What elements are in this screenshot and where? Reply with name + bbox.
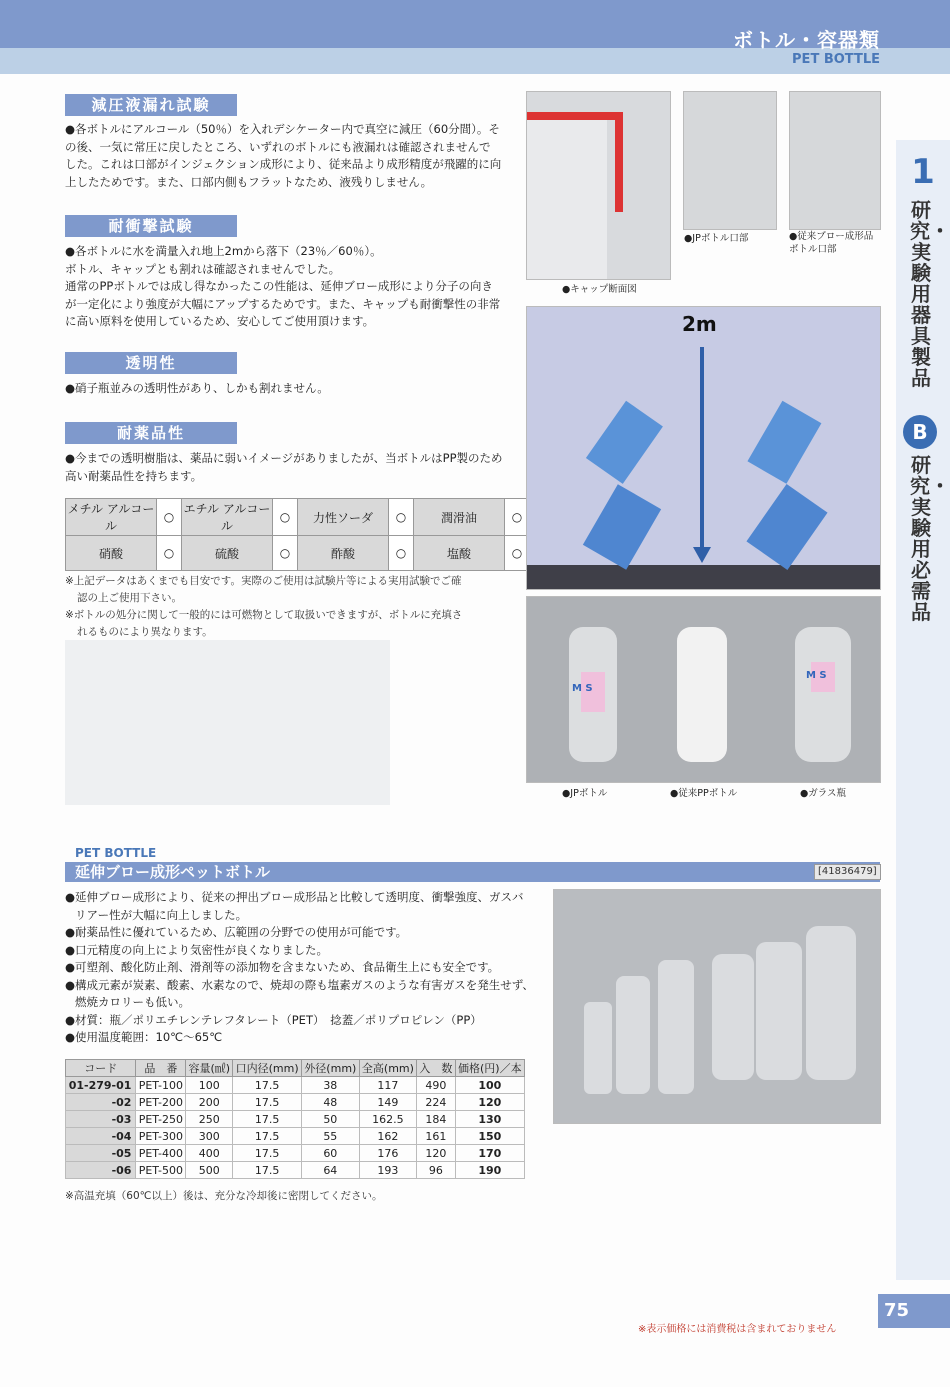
- page-number: 75: [878, 1294, 950, 1328]
- height-cell: 193: [359, 1162, 417, 1179]
- text-line: が一定化により強度が大幅にアップするためです。また、キャップも耐衝撃性の非常: [65, 296, 501, 311]
- column-header: 価格(円)／本: [455, 1060, 524, 1077]
- mouth-diameter-cell: 17.5: [233, 1077, 302, 1094]
- quantity-cell: 224: [417, 1094, 455, 1111]
- price-cell: 150: [455, 1128, 524, 1145]
- table-row: [66, 1077, 525, 1094]
- chemical-label: 力性ソーダ: [298, 499, 389, 536]
- side-tab-category: 研究・実験用器具製品: [910, 198, 950, 390]
- caption-pp-bottle: ●従来PPボトル: [670, 788, 738, 799]
- caption-glass-bottle: ●ガラス瓶: [800, 788, 847, 799]
- section-text-impact-test: [65, 243, 515, 331]
- resistance-mark: ○: [157, 536, 182, 571]
- note-line: ※ボトルの処分に関して一般的には可燃物として取扱いできますが、ボトルに充填さ: [65, 609, 463, 621]
- caption-old-mouth: ●従来ブロー成形品ボトル口部: [789, 231, 874, 255]
- height-cell: 162.5: [359, 1111, 417, 1128]
- resistance-mark: ○: [157, 499, 182, 536]
- resistance-mark: ○: [389, 536, 414, 571]
- background-photo: [65, 640, 390, 805]
- part-number-cell: PET-200: [136, 1094, 186, 1111]
- section-text-chemical-resistance: [65, 450, 515, 485]
- mouth-diameter-cell: 17.5: [233, 1111, 302, 1128]
- column-header: 口内径(mm): [233, 1060, 302, 1077]
- text-line: 高い耐薬品性を持ちます。: [65, 468, 203, 483]
- text-line: 上したためです。また、口部内側もフラットなため、液残りしません。: [65, 174, 433, 189]
- feature-line: 燃焼カロリーも低い。: [75, 995, 190, 1009]
- table-row: [66, 1162, 525, 1179]
- product-title: 延伸ブロー成形ペットボトル: [75, 863, 271, 881]
- part-number-cell: PET-500: [136, 1162, 186, 1179]
- capacity-cell: 200: [186, 1094, 233, 1111]
- part-number-cell: PET-100: [136, 1077, 186, 1094]
- column-header: 品 番: [136, 1060, 186, 1077]
- price-cell: 100: [455, 1077, 524, 1094]
- quantity-cell: 184: [417, 1111, 455, 1128]
- code-cell: -03: [66, 1111, 136, 1128]
- feature-line: ●口元精度の向上により気密性が良くなりました。: [65, 942, 329, 957]
- outer-diameter-cell: 48: [302, 1094, 360, 1111]
- usage-notes: [65, 573, 515, 641]
- chemical-label: 酢酸: [298, 536, 389, 571]
- drop-height-label: 2m: [682, 312, 717, 336]
- section-title-chemical-resistance: 耐薬品性: [65, 422, 237, 444]
- product-features: [65, 889, 545, 1047]
- feature-line: ●材質：瓶／ポリエチレンテレフタレート（PET） 捻蓋／ポリプロピレン（PP）: [65, 1012, 482, 1027]
- note-line: ※上記データはあくまでも目安です。実際のご使用は試験片等による実用試験でご確: [65, 575, 462, 587]
- note-line: れるものにより異なります。: [77, 626, 213, 638]
- text-line: の後、一気に常圧に戻したところ、いずれのボトルにも液漏れは確認されませんで: [65, 139, 491, 154]
- product-spec-table: [65, 1059, 525, 1179]
- feature-line: ●耐薬品性に優れているため、広範囲の分野での使用が可能です。: [65, 925, 408, 939]
- caption-cap: ●キャップ断面図: [562, 284, 637, 295]
- chemical-label: エチル アルコール: [182, 499, 273, 536]
- glass-bottle-label-logo: M S: [806, 670, 827, 681]
- section-title-pressure-test: 減圧液漏れ試験: [65, 94, 237, 116]
- drop-test-illustration: [527, 307, 880, 589]
- feature-line: ●可塑剤、酸化防止剤、滑剤等の添加物を含まないため、食品衛生上にも安全です。: [65, 960, 500, 974]
- outer-diameter-cell: 50: [302, 1111, 360, 1128]
- chemical-label: 塩酸: [414, 536, 505, 571]
- page-title: ボトル・容器類: [733, 28, 880, 52]
- table-row: [66, 499, 530, 536]
- product-code-badge: [41836479]: [814, 864, 881, 880]
- code-cell: 01-279-01: [66, 1077, 136, 1094]
- outer-diameter-cell: 38: [302, 1077, 360, 1094]
- quantity-cell: 96: [417, 1162, 455, 1179]
- caption-jp-mouth: ●JPボトル口部: [684, 233, 749, 244]
- mouth-diameter-cell: 17.5: [233, 1094, 302, 1111]
- code-cell: -04: [66, 1128, 136, 1145]
- table-row: [66, 1145, 525, 1162]
- height-cell: 149: [359, 1094, 417, 1111]
- tax-note: ※表示価格には消費税は含まれておりません: [638, 1324, 837, 1335]
- resistance-mark: ○: [505, 536, 530, 571]
- code-cell: -05: [66, 1145, 136, 1162]
- pet-bottles-photo: [553, 889, 881, 1124]
- product-category-label: PET BOTTLE: [75, 846, 157, 860]
- table-row: [66, 1128, 525, 1145]
- chemical-resistance-table: [65, 498, 530, 571]
- table-header-row: [66, 1060, 525, 1077]
- side-tab-number: 1: [911, 152, 935, 192]
- resistance-mark: ○: [505, 499, 530, 536]
- section-title-transparency: 透明性: [65, 352, 237, 374]
- part-number-cell: PET-400: [136, 1145, 186, 1162]
- page-subtitle: PET BOTTLE: [792, 52, 880, 67]
- resistance-mark: ○: [389, 499, 414, 536]
- column-header: コード: [66, 1060, 136, 1077]
- mouth-diameter-cell: 17.5: [233, 1162, 302, 1179]
- feature-line: ●使用温度範囲：10℃〜65℃: [65, 1030, 223, 1044]
- capacity-cell: 500: [186, 1162, 233, 1179]
- cap-cross-section-photo: [526, 91, 671, 280]
- code-cell: -02: [66, 1094, 136, 1111]
- quantity-cell: 490: [417, 1077, 455, 1094]
- feature-line: ●構成元素が炭素、酸素、水素なので、焼却の際も塩素ガスのような有害ガスを発生せず、: [65, 977, 534, 992]
- chemical-label: メチル アルコール: [66, 499, 157, 536]
- outer-diameter-cell: 55: [302, 1128, 360, 1145]
- text-line: ●硝子瓶並みの透明性があり、しかも割れません。: [65, 381, 329, 395]
- text-line: ●今までの透明樹脂は、薬品に弱いイメージがありましたが、当ボトルはPP製のため: [65, 451, 503, 465]
- feature-line: リアー性が大幅に向上しました。: [75, 907, 248, 922]
- section-text-pressure-test: [65, 121, 515, 191]
- price-cell: 120: [455, 1094, 524, 1111]
- chemical-label: 硫酸: [182, 536, 273, 571]
- table-row: [66, 536, 530, 571]
- text-line: ボトル、キャップとも割れは確認されませんでした。: [65, 261, 341, 276]
- capacity-cell: 400: [186, 1145, 233, 1162]
- cap-cross-section-illustration: [527, 92, 670, 279]
- column-header: 全高(mm): [359, 1060, 417, 1077]
- side-tab-subcategory: 研究・実験用必需品: [910, 453, 950, 624]
- capacity-cell: 300: [186, 1128, 233, 1145]
- text-line: ●各ボトルに水を満量入れ地上2mから落下（23％／60％）。: [65, 244, 382, 258]
- part-number-cell: PET-300: [136, 1128, 186, 1145]
- height-cell: 176: [359, 1145, 417, 1162]
- chemical-label: 潤滑油: [414, 499, 505, 536]
- mouth-diameter-cell: 17.5: [233, 1128, 302, 1145]
- capacity-cell: 100: [186, 1077, 233, 1094]
- part-number-cell: PET-250: [136, 1111, 186, 1128]
- jp-bottle-mouth-photo: [683, 91, 777, 230]
- mouth-diameter-cell: 17.5: [233, 1145, 302, 1162]
- section-text-transparency: [65, 380, 515, 398]
- table-row: [66, 1111, 525, 1128]
- price-cell: 170: [455, 1145, 524, 1162]
- height-cell: 162: [359, 1128, 417, 1145]
- column-header: 容量(㎖): [186, 1060, 233, 1077]
- table-note: ※高温充填（60℃以上）後は、充分な冷却後に密閉してください。: [65, 1190, 383, 1202]
- pet-bottles-illustration: [554, 890, 880, 1123]
- column-header: 入 数: [417, 1060, 455, 1077]
- text-line: ●各ボトルにアルコール（50％）を入れデシケーター内で真空に減圧（60分間）。そ: [65, 122, 500, 136]
- quantity-cell: 161: [417, 1128, 455, 1145]
- text-line: した。これは口部がインジェクション成形により、従来品より成形精度が飛躍的に向: [65, 157, 502, 171]
- resistance-mark: ○: [273, 499, 298, 536]
- table-row: [66, 1094, 525, 1111]
- outer-diameter-cell: 64: [302, 1162, 360, 1179]
- feature-line: ●延伸ブロー成形により、従来の押出ブロー成形品と比較して透明度、衝撃強度、ガスバ: [65, 890, 524, 904]
- text-line: 通常のPPボトルでは成し得なかったこの性能は、延伸ブロー成形により分子の向き: [65, 279, 493, 293]
- old-bottle-mouth-photo: [789, 91, 881, 230]
- side-tab-badge: B: [903, 415, 937, 449]
- price-cell: 130: [455, 1111, 524, 1128]
- caption-jp-bottle: ●JPボトル: [562, 788, 608, 799]
- column-header: 外径(mm): [302, 1060, 360, 1077]
- text-line: に高い原料を使用しているため、安心してご使用頂けます。: [65, 314, 375, 328]
- capacity-cell: 250: [186, 1111, 233, 1128]
- section-title-impact-test: 耐衝撃試験: [65, 215, 237, 237]
- resistance-mark: ○: [273, 536, 298, 571]
- note-line: 認の上ご使用下さい。: [77, 592, 182, 604]
- chemical-label: 硝酸: [66, 536, 157, 571]
- jp-bottle-label-logo: M S: [572, 683, 593, 694]
- price-cell: 190: [455, 1162, 524, 1179]
- outer-diameter-cell: 60: [302, 1145, 360, 1162]
- quantity-cell: 120: [417, 1145, 455, 1162]
- height-cell: 117: [359, 1077, 417, 1094]
- code-cell: -06: [66, 1162, 136, 1179]
- drop-test-photo: [526, 306, 881, 590]
